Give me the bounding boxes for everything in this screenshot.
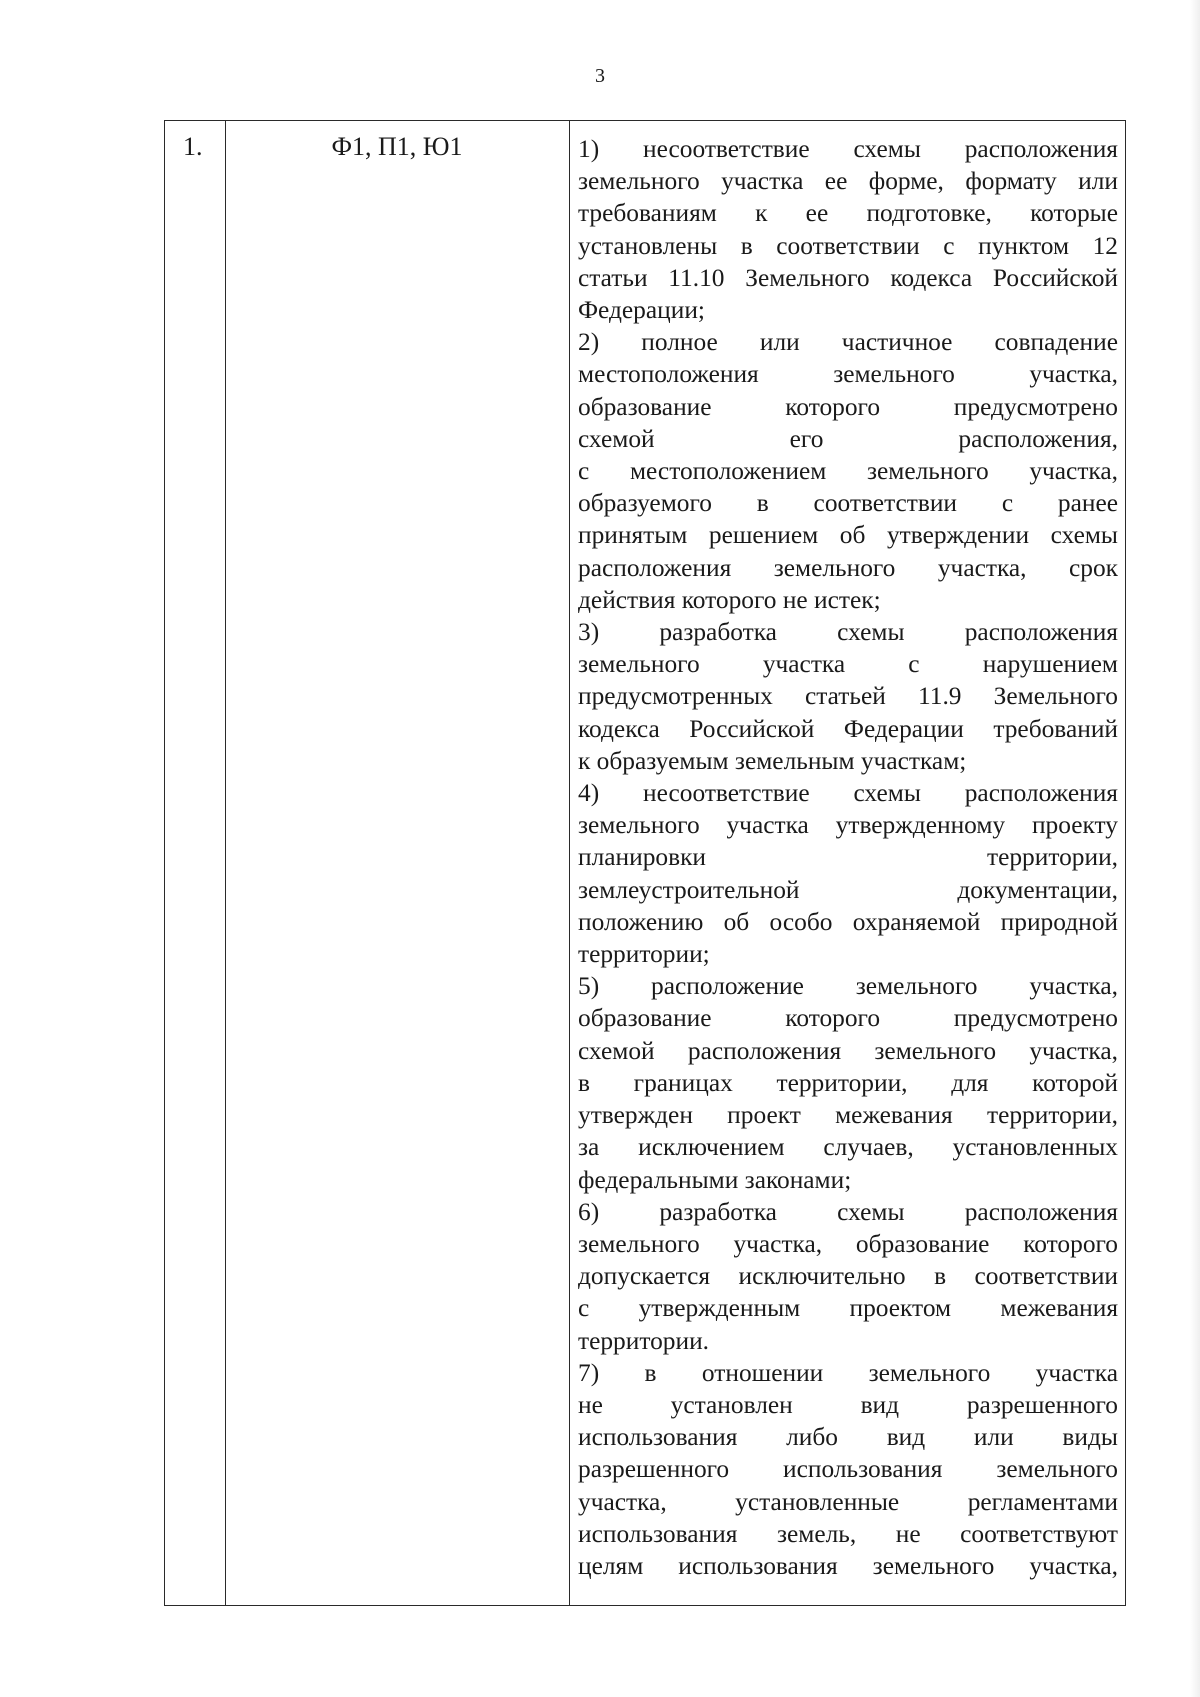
text-line: земельного участка с нарушением [578, 650, 1118, 679]
text-line: 3) разработка схемы расположения [578, 618, 1118, 647]
text-line: расположения земельного участка, срок [578, 553, 1118, 582]
text-line: допускается исключительно в соответствии [578, 1262, 1118, 1291]
text-line: 5) расположение земельного участка, [578, 972, 1118, 1001]
column-divider-2 [569, 121, 570, 1605]
text-line: землеустроительной документации, [578, 875, 1118, 904]
text-line: 2) полное или частичное совпадение [578, 328, 1118, 357]
text-line: не установлен вид разрешенного [578, 1390, 1118, 1419]
text-line: образование которого предусмотрено [578, 392, 1118, 421]
text-line: целям использования земельного участка, [578, 1551, 1118, 1580]
text-line: принятым решением об утверждении схемы [578, 521, 1118, 550]
applicant-categories: Ф1, П1, Ю1 [331, 132, 463, 161]
text-line: с утвержденным проектом межевания [578, 1294, 1118, 1323]
text-line: в границах территории, для которой [578, 1068, 1118, 1097]
text-line: с местоположением земельного участка, [578, 457, 1118, 486]
text-line: к образуемым земельным участкам; [578, 746, 967, 775]
text-line: планировки территории, [578, 843, 1118, 872]
text-line: разрешенного использования земельного [578, 1455, 1118, 1484]
text-line: участка, установленные регламентами [578, 1487, 1118, 1516]
text-line: использования земель, не соответствуют [578, 1519, 1118, 1548]
text-line: Федерации; [578, 296, 705, 325]
column-divider-1 [225, 121, 226, 1605]
text-line: кодекса Российской Федерации требований [578, 714, 1118, 743]
text-line: использования либо вид или виды [578, 1423, 1118, 1452]
refusal-grounds-text [578, 133, 1118, 1582]
requirements-table [164, 120, 1126, 1606]
text-line: положению об особо охраняемой природной [578, 907, 1118, 936]
text-line: действия которого не истек; [578, 585, 881, 614]
text-line: статьи 11.10 Земельного кодекса Российской [578, 263, 1118, 292]
text-line: земельного участка утвержденному проекту [578, 811, 1118, 840]
row-number: 1. [183, 132, 203, 161]
text-line: территории. [578, 1326, 710, 1355]
text-line: требованиям к ее подготовке, которые [578, 199, 1118, 228]
text-line: предусмотренных статьей 11.9 Земельного [578, 682, 1118, 711]
text-line: схемой расположения земельного участка, [578, 1036, 1118, 1065]
text-line: федеральными законами; [578, 1165, 852, 1194]
text-line: земельного участка, образование которого [578, 1229, 1118, 1258]
text-line: за исключением случаев, установленных [578, 1133, 1118, 1162]
text-line: установлены в соответствии с пунктом 12 [578, 231, 1118, 260]
text-line: земельного участка ее форме, формату или [578, 167, 1118, 196]
page-number: 3 [595, 65, 605, 87]
text-line: 7) в отношении земельного участка [578, 1358, 1118, 1387]
text-line: образуемого в соответствии с ранее [578, 489, 1118, 518]
text-line: 1) несоответствие схемы расположения [578, 135, 1118, 163]
text-line: 6) разработка схемы расположения [578, 1197, 1118, 1226]
scan-edge-shadow [1190, 0, 1200, 1697]
text-line: территории; [578, 940, 710, 969]
text-line: 4) несоответствие схемы расположения [578, 779, 1118, 808]
text-line: местоположения земельного участка, [578, 360, 1118, 389]
text-line: образование которого предусмотрено [578, 1004, 1118, 1033]
text-line: утвержден проект межевания территории, [578, 1101, 1118, 1130]
text-line: схемой его расположения, [578, 424, 1118, 453]
